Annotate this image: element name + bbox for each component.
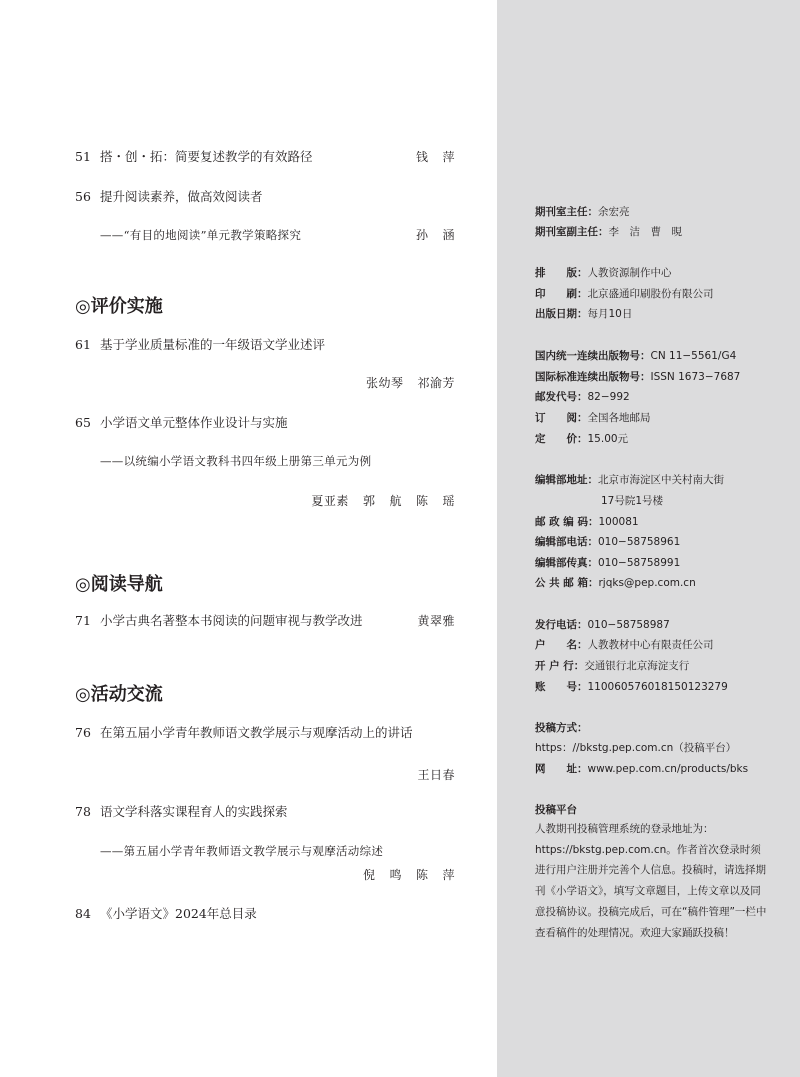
section-title: 阅读导航 bbox=[90, 574, 163, 595]
toc-authors: 钱 萍 bbox=[415, 150, 455, 164]
toc-page-number: 76 bbox=[75, 725, 91, 740]
masthead-line: 订 阅：全国各地邮局 bbox=[535, 412, 651, 424]
toc-authors: 黄翠雅 bbox=[417, 614, 455, 628]
toc-authors: 张幼琴 祁渝芳 bbox=[365, 376, 455, 390]
platform-description: 人教期刊投稿管理系统的登录地址为：https://bkstg.pep.com.cn。作者首次登录时须进行用户注册并完善个人信息。投稿时，请选择期刊《小学语文》，填写文章题目，上传文章以及同意投稿协议。投稿完成后，可在“稿件管理”一栏中查看稿件的处理情况。欢迎大家踊跃投稿！ bbox=[535, 823, 767, 939]
masthead-line: 公 共 邮 箱：rjqks@pep.com.cn bbox=[535, 577, 696, 589]
masthead-line: 出版日期：每月10日 bbox=[535, 308, 633, 320]
masthead-line: 发行电话：010−58758987 bbox=[535, 619, 670, 631]
toc-authors: 孙 涵 bbox=[415, 228, 455, 242]
section-heading bbox=[75, 296, 163, 318]
toc-subtitle: ——以统编小学语文教科书四年级上册第三单元为例 bbox=[100, 454, 372, 468]
masthead-line: 编辑部地址：北京市海淀区中关村南大街 bbox=[535, 474, 724, 486]
section-mark: ◎ bbox=[75, 684, 91, 705]
masthead-line: 户 名：人教教材中心有限责任公司 bbox=[535, 639, 714, 651]
website-line: 网 址：www.pep.com.cn/products/bks bbox=[535, 763, 749, 775]
toc-page-number: 71 bbox=[75, 613, 91, 628]
section-heading bbox=[75, 574, 163, 596]
toc-title: 在第五届小学青年教师语文教学展示与观摩活动上的讲话 bbox=[100, 725, 413, 740]
toc-authors: 王日春 bbox=[417, 768, 455, 782]
toc-page-number: 78 bbox=[75, 804, 91, 819]
platform-heading: 投稿平台 bbox=[535, 804, 577, 816]
masthead-line: 期刊室副主任：李 洁 曹 晛 bbox=[535, 226, 682, 238]
toc-entry[interactable] bbox=[75, 613, 363, 629]
section-heading bbox=[75, 684, 163, 706]
section-title: 评价实施 bbox=[90, 296, 163, 317]
toc-page-number: 56 bbox=[75, 189, 91, 204]
masthead-line: 国内统一连续出版物号：CN 11−5561/G4 bbox=[535, 350, 737, 362]
toc-title: 基于学业质量标准的一年级语文学业述评 bbox=[100, 337, 326, 352]
section-mark: ◎ bbox=[75, 574, 91, 595]
toc-page-number: 61 bbox=[75, 337, 91, 352]
submission-heading: 投稿方式： bbox=[535, 722, 588, 734]
toc-authors: 倪 鸣 陈 萍 bbox=[362, 868, 455, 882]
submission-url[interactable]: https：//bkstg.pep.com.cn（投稿平台） bbox=[535, 742, 737, 754]
masthead-line: 账 号：110060576018150123279 bbox=[535, 681, 728, 693]
masthead-line: 编辑部传真：010−58758991 bbox=[535, 557, 681, 569]
toc-authors: 夏亚素 郭 航 陈 瑶 bbox=[311, 494, 455, 508]
toc-entry[interactable] bbox=[75, 804, 288, 820]
section-mark: ◎ bbox=[75, 296, 91, 317]
toc-title: 语文学科落实课程育人的实践探索 bbox=[100, 804, 288, 819]
toc-subtitle: ——第五届小学青年教师语文教学展示与观摩活动综述 bbox=[100, 844, 384, 858]
toc-title: 提升阅读素养，做高效阅读者 bbox=[100, 189, 263, 204]
masthead-line: 邮 政 编 码：100081 bbox=[535, 516, 639, 528]
masthead-line: 编辑部电话：010−58758961 bbox=[535, 536, 681, 548]
toc-page-number: 65 bbox=[75, 415, 91, 430]
toc-entry[interactable] bbox=[75, 415, 288, 431]
email-link[interactable]: rjqks@pep.com.cn bbox=[598, 577, 696, 589]
toc-entry[interactable] bbox=[75, 189, 263, 205]
toc-title: 小学古典名著整本书阅读的问题审视与教学改进 bbox=[100, 613, 363, 628]
website-link[interactable]: www.pep.com.cn/products/bks bbox=[587, 763, 749, 775]
masthead-panel bbox=[497, 0, 800, 1077]
toc-entry[interactable] bbox=[75, 149, 313, 165]
masthead-line: 17号院1号楼 bbox=[601, 495, 664, 507]
masthead-line: 期刊室主任：余宏亮 bbox=[535, 206, 630, 218]
toc-title: 小学语文单元整体作业设计与实施 bbox=[100, 415, 288, 430]
toc-entry[interactable] bbox=[75, 906, 257, 922]
toc-entry[interactable] bbox=[75, 725, 413, 741]
masthead-line: 国际标准连续出版物号：ISSN 1673−7687 bbox=[535, 371, 741, 383]
masthead-line: 开 户 行：交通银行北京海淀支行 bbox=[535, 660, 690, 672]
toc-page-number: 51 bbox=[75, 149, 91, 164]
masthead-line: 邮发代号：82−992 bbox=[535, 391, 630, 403]
toc-page-number: 84 bbox=[75, 906, 91, 921]
masthead-line: 排 版：人教资源制作中心 bbox=[535, 267, 672, 279]
toc-title: 《小学语文》2024年总目录 bbox=[100, 906, 257, 921]
section-title: 活动交流 bbox=[90, 684, 163, 705]
toc-title: 搭・创・拓：简要复述教学的有效路径 bbox=[100, 149, 313, 164]
masthead-line: 印 刷：北京盛通印刷股份有限公司 bbox=[535, 288, 714, 300]
masthead-line: 定 价：15.00元 bbox=[535, 433, 629, 445]
toc-entry[interactable] bbox=[75, 337, 325, 353]
toc-subtitle: ——“有目的地阅读”单元教学策略探究 bbox=[100, 228, 302, 242]
